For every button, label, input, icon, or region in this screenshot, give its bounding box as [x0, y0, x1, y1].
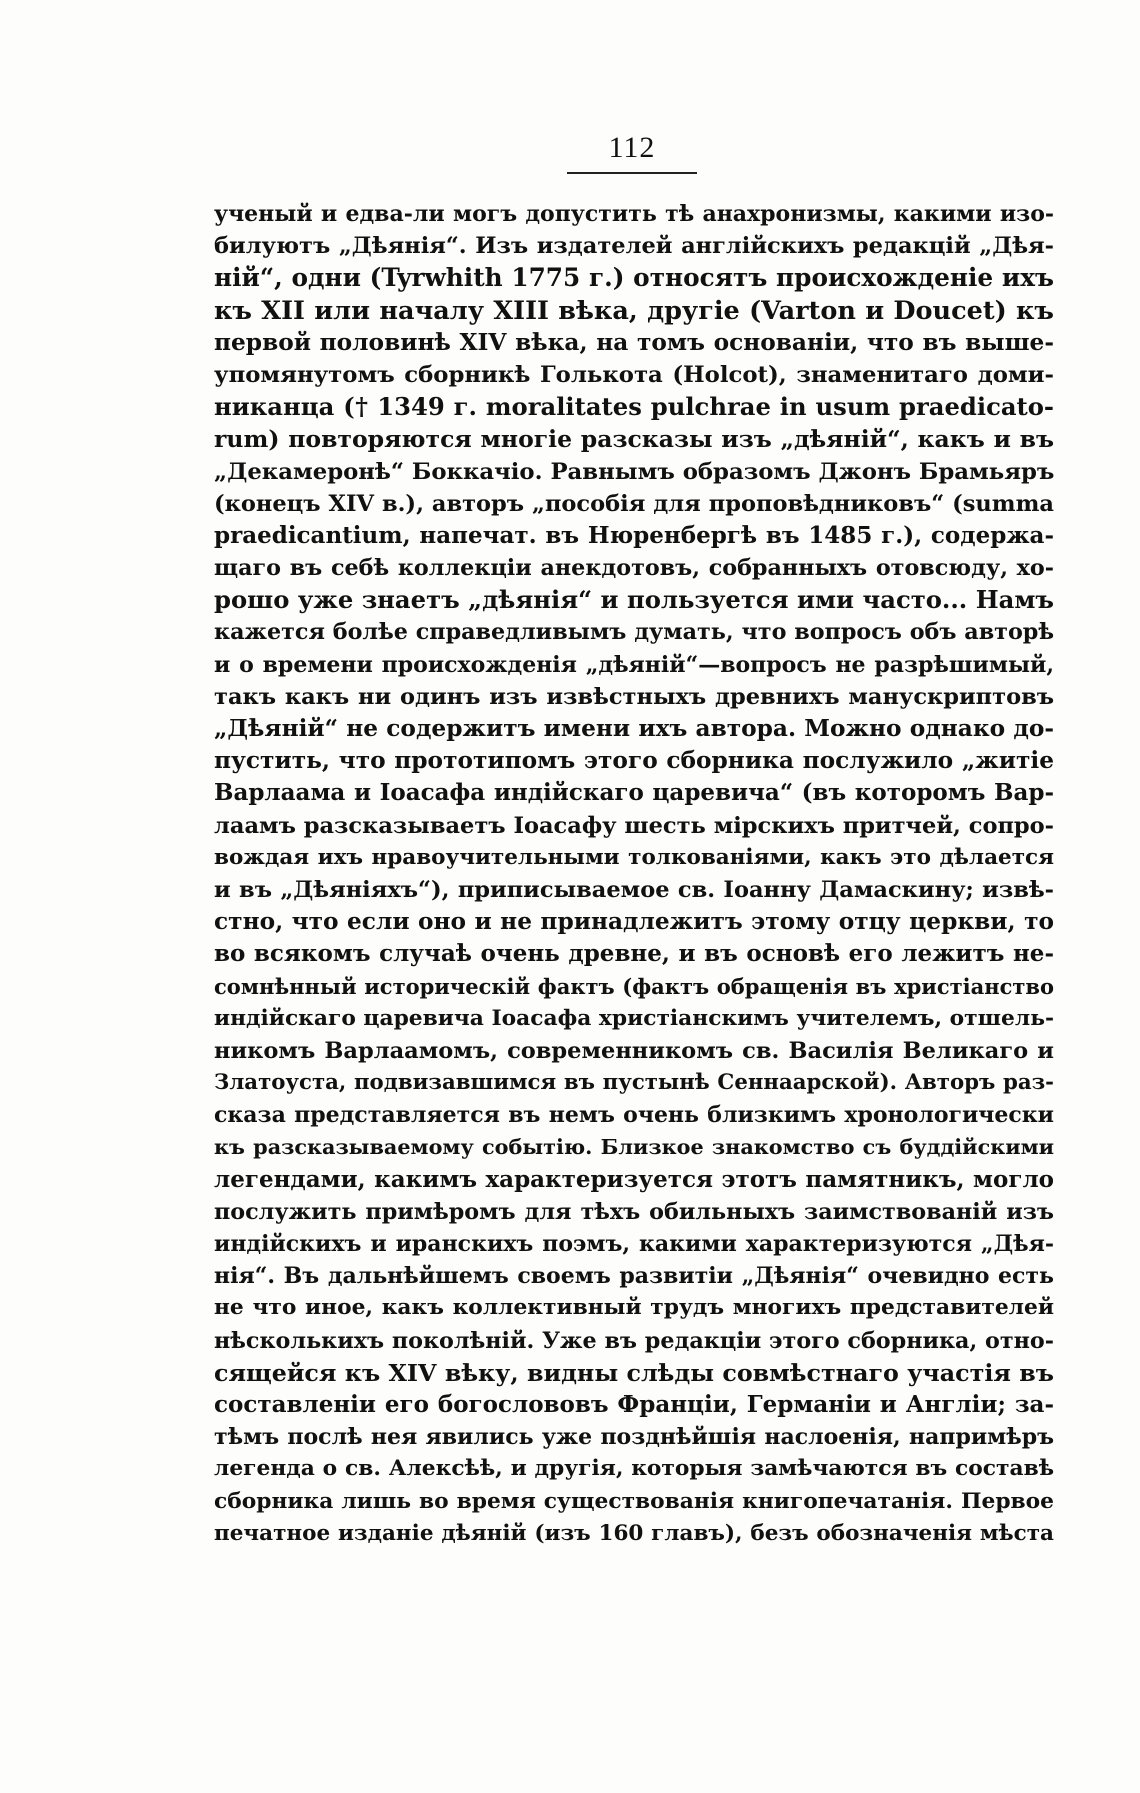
page-number: 112 — [608, 131, 656, 164]
text-line: кажется болѣе справедливымъ думать, что вопросъ объ авторѣ — [214, 619, 1054, 646]
text-line: никанца († 1349 г. moralitates pulchrae in usum praedicato- — [214, 392, 1054, 422]
text-line: составленіи его богослововъ Франціи, Германіи и Англіи; за- — [214, 1390, 1054, 1418]
text-line: легендами, какимъ характеризуется этотъ памятникъ, могло — [214, 1165, 1054, 1193]
text-line: къ разсказываемому событію. Близкое знакомство съ буддійскими — [214, 1135, 1054, 1160]
text-line: упомянутомъ сборникѣ Голькота (Holcot), знаменитаго доми- — [214, 361, 1054, 388]
text-line: лаамъ разсказываетъ Іоасафу шесть мірскихъ притчей, сопро- — [214, 812, 1054, 839]
text-line: и о времени происхожденія „дѣяній“—вопросъ не разрѣшимый, — [214, 651, 1054, 678]
text-line: (конецъ XIV в.), авторъ „пособія для проповѣдниковъ“ (summa — [214, 490, 1054, 517]
text-line: стно, что если оно и не принадлежитъ этому отцу церкви, то — [214, 908, 1054, 936]
page-number-rule — [567, 172, 697, 174]
text-line: къ XII или началу XIII вѣка, другіе (Varton и Doucet) къ — [214, 295, 1054, 326]
body-text — [214, 198, 1054, 1550]
text-line: индійскаго царевича Іоасафа христіанскимъ учителемъ, отшель- — [214, 1005, 1054, 1031]
text-line: пустить, что прототипомъ этого сборника послужило „житіе — [214, 747, 1054, 775]
text-line: во всякомъ случаѣ очень древне, и въ основѣ его лежитъ не- — [214, 940, 1054, 968]
text-line: Варлаама и Іоасафа индійскаго царевича“ (въ которомъ Вар- — [214, 779, 1054, 807]
text-line: не что иное, какъ коллективный трудъ многихъ представителей — [214, 1295, 1054, 1321]
text-line: „Декамеронѣ“ Боккачіо. Равнымъ образомъ Джонъ Брамьяръ — [214, 458, 1054, 485]
text-line: „Дѣяній“ не содержитъ имени ихъ автора. Можно однако до- — [214, 715, 1054, 742]
text-line: билуютъ „Дѣянія“. Изъ издателей англійскихъ редакцій „Дѣя- — [214, 233, 1054, 260]
text-line: сказа представляется въ немъ очень близкимъ хронологически — [214, 1102, 1054, 1129]
text-line: никомъ Варлаамомъ, современникомъ св. Василія Великаго и — [214, 1037, 1054, 1064]
text-line: первой половинѣ XIV вѣка, на томъ основаніи, что въ выше- — [214, 328, 1054, 356]
text-line: rum) повторяются многіе разсказы изъ „дѣяній“, какъ и въ — [214, 425, 1054, 454]
text-line: сборника лишь во время существованія книгопечатанія. Первое — [214, 1488, 1054, 1514]
text-line: вождая ихъ нравоучительными толкованіями, какъ это дѣлается — [214, 844, 1054, 870]
text-line: печатное изданіе дѣяній (изъ 160 главъ), безъ обозначенія мѣста — [214, 1520, 1054, 1546]
text-line: легенда о св. Алексѣѣ, и другія, которыя замѣчаются въ составѣ — [214, 1456, 1054, 1482]
text-line: и въ „Дѣяніяхъ“), приписываемое св. Іоанну Дамаскину; извѣ- — [214, 876, 1054, 903]
text-line: нѣсколькихъ поколѣній. Уже въ редакціи этого сборника, отно- — [214, 1327, 1054, 1354]
text-line: тѣмъ послѣ нея явились уже позднѣйшія наслоенія, напримѣръ — [214, 1424, 1054, 1451]
text-line: сящейся къ XIV вѣку, видны слѣды совмѣстнаго участія въ — [214, 1358, 1054, 1387]
text-line: ученый и едва-ли могъ допустить тѣ анахронизмы, какими изо- — [214, 201, 1054, 227]
text-line: нія“. Въ дальнѣйшемъ своемъ развитіи „Дѣянія“ очевидно есть — [214, 1263, 1054, 1290]
text-line: praedicantium, напечат. въ Нюренбергѣ въ 1485 г.), содержа- — [214, 521, 1054, 549]
text-line: сомнѣнный историческій фактъ (фактъ обращенія въ христіанство — [214, 973, 1054, 999]
text-line: послужить примѣромъ для тѣхъ обильныхъ заимствованій изъ — [214, 1198, 1054, 1225]
text-line: щаго въ себѣ коллекціи анекдотовъ, собранныхъ отовсюду, хо- — [214, 555, 1054, 582]
text-line: индійскихъ и иранскихъ поэмъ, какими характеризуются „Дѣя- — [214, 1231, 1054, 1257]
text-line: рошо уже знаетъ „дѣянія“ и пользуется ими часто... Намъ — [214, 585, 1054, 615]
text-line: такъ какъ ни одинъ изъ извѣстныхъ древнихъ манускриптовъ — [214, 683, 1054, 710]
text-line: ній“, одни (Tyrwhith 1775 г.) относятъ происхожденіе ихъ — [214, 263, 1054, 293]
text-line: Златоуста, подвизавшимся въ пустынѣ Сеннаарской). Авторъ раз- — [214, 1070, 1054, 1096]
